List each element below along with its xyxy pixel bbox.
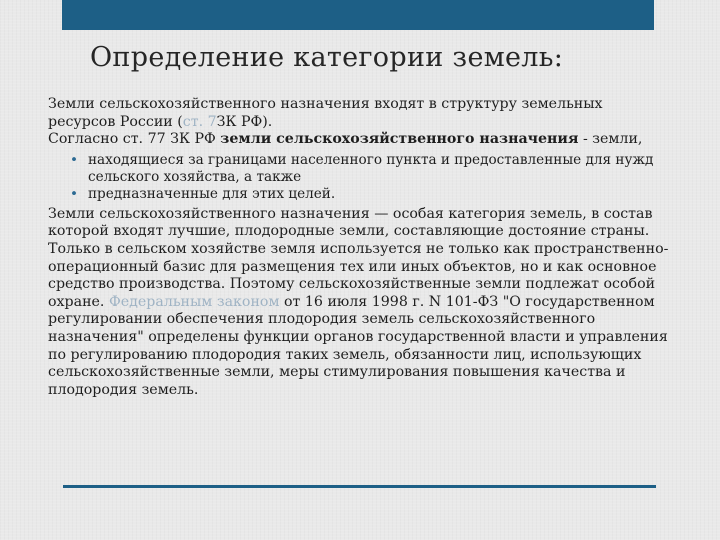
bullet-text: предназначенные для этих целей. [88, 185, 336, 202]
paragraph-2-text: Согласно ст. 77 ЗК РФ [48, 131, 221, 148]
federal-law-link[interactable]: Федеральным законом [108, 293, 280, 310]
bullet-icon: • [70, 151, 79, 168]
slide-body [48, 96, 674, 399]
paragraph-3-text: Земли сельскохозяйственного назначения — особая категория земель, в состав которой входят лучшие, плодородные земли, составляющие достояние страны. Только в сельском хозяйстве земля используется не только как пространственно-операционный базис для размещения тех или иных объектов, но и как основное средство производства. Поэтому сельскохозяйственные земли подлежат особой охране. [48, 205, 669, 310]
bottom-divider [63, 485, 656, 488]
bullet-text: находящиеся за границами населенного пункта и предоставленные для нужд сельского хозяйства, а также [88, 151, 654, 185]
list-item [70, 185, 674, 203]
paragraph-1-text: Земли сельскохозяйственного назначения входят в структуру земельных ресурсов России ( [48, 96, 603, 130]
paragraph-special-category [48, 206, 674, 400]
definition-bullet-list [48, 152, 674, 203]
paragraph-1-end: ЗК РФ). [216, 113, 273, 130]
bullet-icon: • [70, 185, 79, 202]
top-accent-bar [62, 0, 654, 30]
paragraph-definition [48, 131, 674, 149]
definition-term: земли сельскохозяйственного назначения [220, 131, 579, 148]
paragraph-2-end: - земли, [578, 131, 643, 148]
slide-title: Определение категории земель: [90, 42, 564, 73]
list-item [70, 151, 674, 186]
paragraph-3-end: от 16 июля 1998 г. N 101-ФЗ "О государственном регулировании обеспечения плодородия земель сельскохозяйственного назначения" определены функции органов государственной власти и управления по регулированию плодородия таких земель, обязанности лиц, использующих сельскохозяйственные земли, меры стимулирования повышения качества и плодородия земель. [48, 293, 668, 398]
paragraph-land-structure [48, 96, 674, 131]
article-7-link[interactable]: ст. 7 [182, 113, 217, 130]
